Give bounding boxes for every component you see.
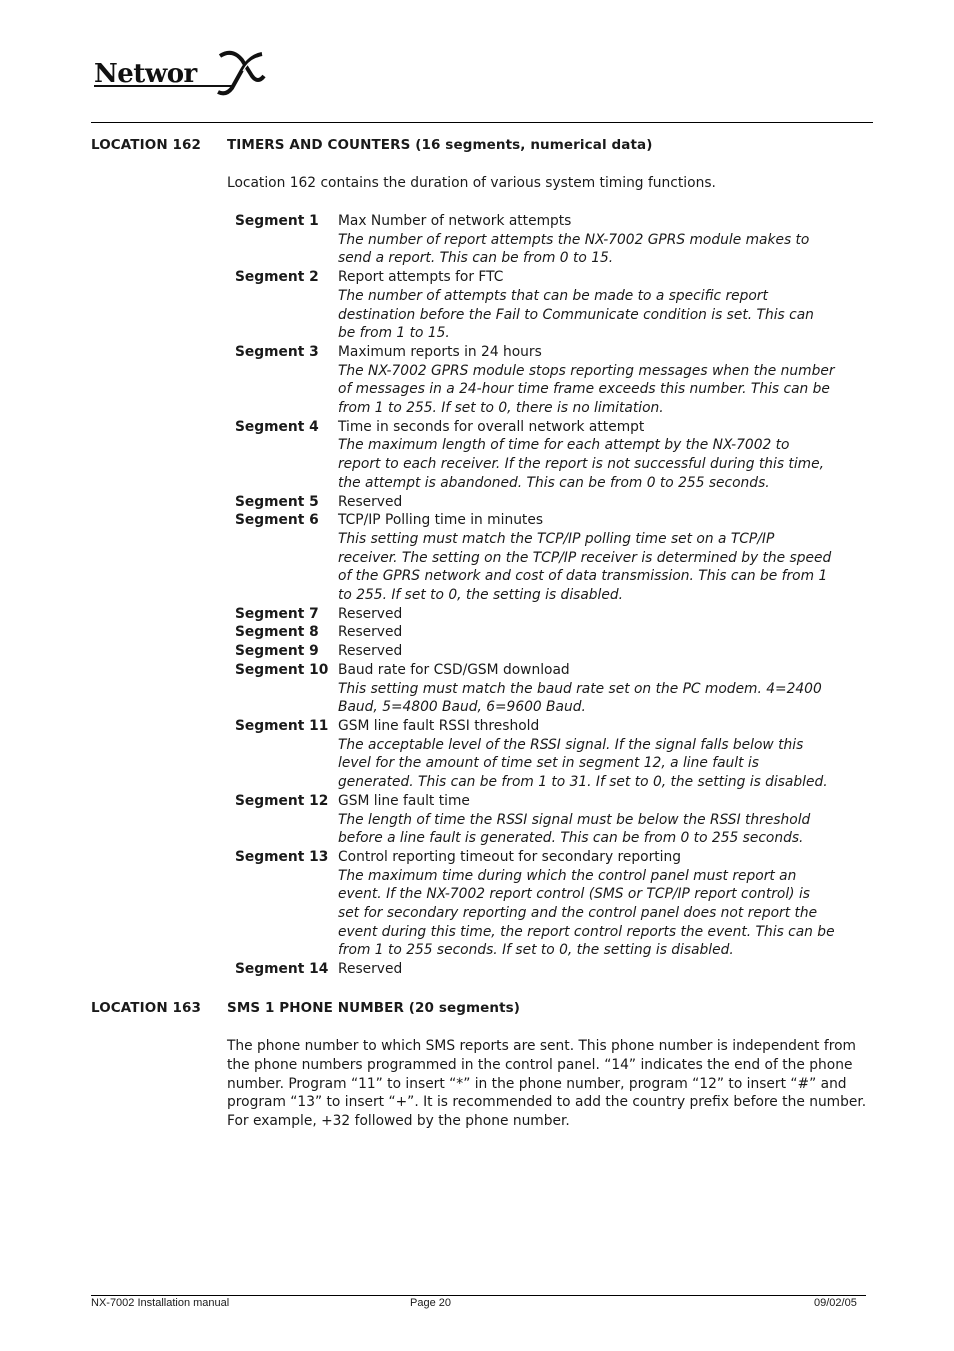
segment-body [338, 268, 835, 343]
segment-description: The maximum time during which the control panel must report an event. If the NX-7002 report control (SMS or TCP/IP report control) is set for secondary reporting and the control panel does not report the event during this time, the report control reports the event. This can be from 1 to 255 seconds. If set to 0, the setting is disabled. [338, 867, 835, 959]
location-163-title: SMS 1 PHONE NUMBER (20 segments) [227, 1000, 521, 1016]
segment-body [338, 343, 835, 418]
segment-name: Reserved [338, 643, 403, 660]
segment-name: Reserved [338, 961, 403, 978]
segment-row [235, 848, 835, 960]
segment-row [235, 661, 835, 717]
segment-label: Segment 5 [235, 493, 319, 510]
segment-name: Reserved [338, 624, 403, 641]
segment-row [235, 268, 835, 343]
segment-body [338, 605, 835, 624]
segment-label: Segment 12 [235, 792, 329, 809]
segment-row [235, 212, 835, 268]
segment-description: This setting must match the baud rate set on the PC modem. 4=2400 Baud, 5=4800 Baud, 6=9600 Baud. [338, 680, 822, 716]
segment-body [338, 848, 835, 960]
segment-name: GSM line fault time [338, 792, 470, 809]
footer-divider [91, 1295, 866, 1296]
segment-description: The maximum length of time for each attempt by the NX-7002 to report to each receiver. If the report is not successful during this time, the attempt is abandoned. This can be from 0 to 255 seconds. [338, 437, 824, 491]
segment-row [235, 511, 835, 605]
footer-page-number: Page 20 [410, 1297, 451, 1309]
segment-label: Segment 2 [235, 269, 319, 286]
segment-list [235, 212, 835, 979]
location-162-label: LOCATION 162 [91, 137, 201, 153]
segment-row [235, 623, 835, 642]
segment-row [235, 343, 835, 418]
footer-date: 09/02/05 [814, 1297, 857, 1309]
segment-name: Reserved [338, 493, 403, 510]
segment-body [338, 493, 835, 512]
segment-description: The number of attempts that can be made to a specific report destination before the Fail to Communicate condition is set. This can be from 1 to 15. [338, 287, 814, 342]
segment-row [235, 493, 835, 512]
segment-name: Reserved [338, 605, 403, 622]
segment-label: Segment 10 [235, 661, 329, 678]
segment-label: Segment 7 [235, 605, 319, 622]
networx-logo [92, 46, 268, 100]
segment-body [338, 418, 835, 493]
header-divider [91, 122, 873, 123]
segment-name: Time in seconds for overall network attempt [338, 418, 645, 435]
segment-description: The length of time the RSSI signal must be below the RSSI threshold before a line fault is generated. This can be from 0 to 255 seconds. [338, 811, 811, 847]
segment-name: GSM line fault RSSI threshold [338, 717, 540, 734]
segment-body [338, 717, 835, 792]
segment-label: Segment 11 [235, 717, 329, 734]
location-162-intro: Location 162 contains the duration of various system timing functions. [227, 175, 716, 191]
svg-text:Networ: Networ [94, 59, 197, 89]
location-163-label: LOCATION 163 [91, 1000, 201, 1016]
segment-row [235, 717, 835, 792]
segment-description: This setting must match the TCP/IP polling time set on a TCP/IP receiver. The setting on the TCP/IP receiver is determined by the speed of the GPRS network and cost of data transmission. This can be from 1 to 255. If set to 0, the setting is disabled. [338, 530, 832, 604]
segment-label: Segment 3 [235, 343, 319, 360]
footer-manual-title: NX-7002 Installation manual [91, 1297, 230, 1309]
segment-label: Segment 1 [235, 213, 319, 229]
location-162-title: TIMERS AND COUNTERS (16 segments, numerical data) [227, 137, 653, 153]
segment-body [338, 212, 835, 268]
segment-row [235, 960, 835, 979]
segment-name: Report attempts for FTC [338, 269, 504, 286]
segment-name: TCP/IP Polling time in minutes [338, 512, 544, 529]
segment-name: Baud rate for CSD/GSM download [338, 661, 570, 678]
segment-label: Segment 13 [235, 848, 329, 865]
segment-label: Segment 8 [235, 624, 319, 641]
segment-label: Segment 6 [235, 512, 319, 529]
segment-row [235, 605, 835, 624]
segment-label: Segment 4 [235, 418, 319, 435]
segment-label: Segment 14 [235, 961, 329, 978]
segment-body [338, 511, 835, 605]
segment-description: The acceptable level of the RSSI signal. If the signal falls below this level for the amount of time set in segment 12, a line fault is generated. This can be from 1 to 31. If set to 0, the setting is disabled. [338, 736, 828, 791]
segment-body [338, 661, 835, 717]
segment-row [235, 792, 835, 848]
segment-body [338, 792, 835, 848]
segment-body [338, 642, 835, 661]
segment-description: The NX-7002 GPRS module stops reporting messages when the number of messages in a 24-hour time frame exceeds this number. This can be from 1 to 255. If set to 0, there is no limitation. [338, 362, 835, 417]
segment-label: Segment 9 [235, 643, 319, 660]
segment-body [338, 623, 835, 642]
segment-row [235, 418, 835, 493]
segment-name: Control reporting timeout for secondary reporting [338, 848, 681, 865]
segment-name: Max Number of network attempts [338, 213, 572, 229]
segment-body [338, 960, 835, 979]
segment-row [235, 642, 835, 661]
location-163-description: The phone number to which SMS reports are sent. This phone number is independent from the phone numbers programmed in the control panel. “14” indicates the end of the phone number. Program “11” to insert “*” in the phone number, program “12” to insert “#” and program “13” to insert “+”. It is recommended to add the country prefix before the number. For example, +32 followed by the phone number. [227, 1038, 867, 1130]
segment-description: The number of report attempts the NX-7002 GPRS module makes to send a report. This can be from 0 to 15. [338, 231, 810, 267]
segment-name: Maximum reports in 24 hours [338, 343, 542, 360]
